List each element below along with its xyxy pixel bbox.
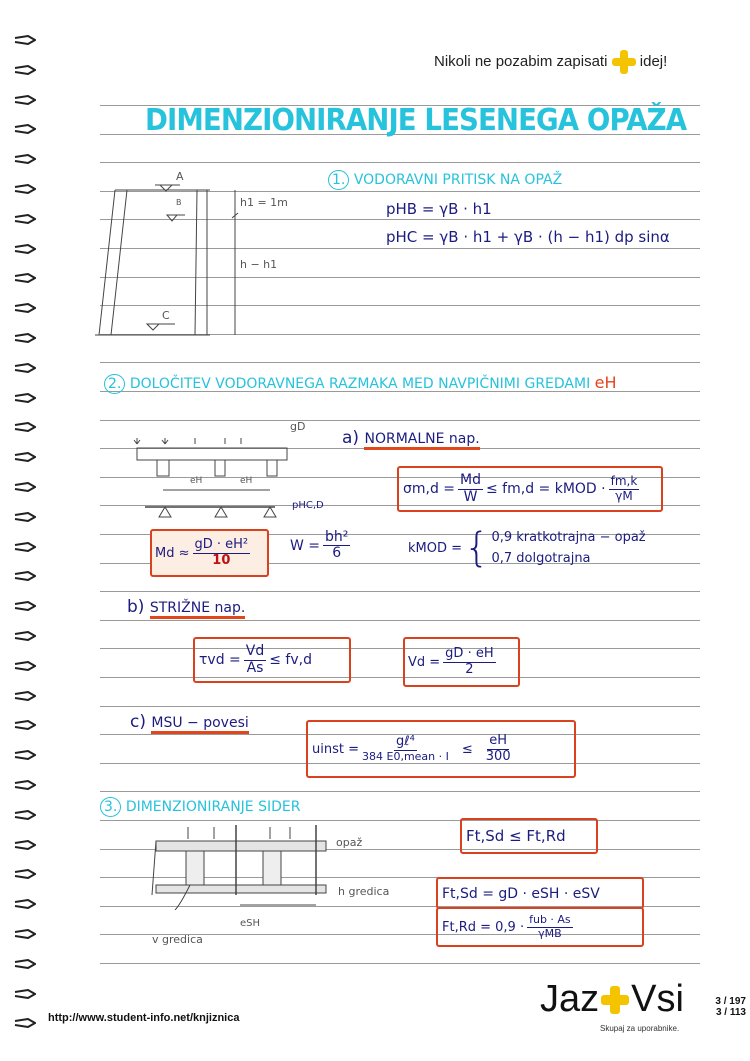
vd-lhs: Vd =	[408, 654, 441, 670]
dim-h-minus-h1: h − h1	[240, 258, 278, 271]
spiral-ring	[14, 151, 36, 160]
spiral-ring	[14, 121, 36, 130]
spiral-ring	[14, 509, 36, 518]
spiral-ring	[14, 211, 36, 220]
spiral-ring	[14, 688, 36, 697]
spiral-ring	[14, 360, 36, 369]
spiral-ring	[14, 956, 36, 965]
label-b-sub: b)	[127, 597, 145, 617]
rd-lhs: Ft,Rd = 0,9 ·	[442, 919, 525, 935]
gamma-m: γM	[615, 488, 633, 503]
ruled-line	[100, 162, 700, 163]
label-a: A	[176, 170, 184, 183]
section2-symbol: eH	[594, 373, 617, 392]
formula-phb: pHB = γB · h1	[386, 200, 492, 218]
spacing-eh-2: eH	[240, 476, 253, 486]
logo-plus-icon	[601, 986, 629, 1014]
formula-box-bending	[397, 466, 663, 512]
stress-mid: ≤ fm,d = kMOD ·	[486, 481, 606, 497]
ruled-line	[100, 620, 700, 621]
title-shear-stress: STRIŽNE nap.	[150, 600, 245, 619]
spiral-ring	[14, 628, 36, 637]
title-deflection: MSU − povesi	[151, 715, 248, 734]
spiral-ring	[14, 330, 36, 339]
spiral-ring	[14, 658, 36, 667]
tau-den: As	[246, 659, 264, 676]
w-lhs: W =	[290, 537, 321, 554]
section3-heading	[100, 799, 300, 815]
spiral-ring	[14, 717, 36, 726]
pressure-phcd: pHC,D	[292, 500, 324, 511]
spiral-ring	[14, 419, 36, 428]
title-normal-stress: NORMALNE nap.	[364, 431, 479, 450]
spiral-ring	[14, 449, 36, 458]
ruled-line	[100, 677, 700, 678]
label-c: C	[162, 309, 170, 322]
page-number-2: 3 / 113	[715, 1007, 746, 1018]
page-number-1: 3 / 197	[715, 996, 746, 1007]
section1-heading	[328, 172, 562, 188]
label-b: B	[176, 198, 182, 207]
u-mid: ≤	[461, 741, 473, 757]
anchor-diagram	[150, 825, 350, 910]
ruled-line	[100, 706, 700, 707]
spiral-ring	[14, 390, 36, 399]
formwork-section-diagram	[95, 165, 295, 345]
spiral-ring	[14, 181, 36, 190]
page-numbers	[715, 996, 746, 1018]
load-gd: gD	[290, 420, 306, 433]
section1-number: 1.	[328, 170, 349, 190]
formula-box-check: Ft,Sd ≤ Ft,Rd	[460, 818, 598, 854]
formula-box-deflection	[306, 720, 576, 778]
section2-heading-text: DOLOČITEV VODORAVNEGA RAZMAKA MED NAVPIČNIMI GREDAMI	[129, 376, 591, 392]
spiral-ring	[14, 92, 36, 101]
md-num: gD · eH²	[194, 537, 249, 553]
subsection-c	[130, 712, 249, 732]
label-opaz: opaž	[336, 836, 363, 849]
section3-number: 3.	[100, 797, 121, 817]
stress-num: Md	[460, 472, 481, 489]
spiral-ring	[14, 986, 36, 995]
u-num2: eH	[489, 733, 508, 749]
ruled-line	[100, 591, 700, 592]
logo-left: Jaz	[540, 978, 600, 1020]
formula-w	[290, 530, 353, 562]
stress-den: W	[463, 488, 478, 505]
ruled-line	[100, 362, 700, 363]
fmk: fm,k	[610, 474, 638, 489]
w-den: 6	[332, 545, 342, 562]
spiral-ring	[14, 896, 36, 905]
md-den: 10	[212, 552, 231, 568]
beam-diagram	[125, 420, 300, 520]
subsection-b	[127, 597, 245, 617]
rd-den: γMB	[538, 926, 562, 940]
logo-subtitle: Skupaj za uporabnike.	[600, 1024, 680, 1033]
spacing-eh-1: eH	[190, 476, 203, 486]
formula-kmod: kMOD = { 0,9 kratkotrajna − opaž 0,7 dolgotrajna	[408, 525, 646, 571]
formula-box-md	[150, 529, 269, 577]
tau-num: Vd	[245, 643, 265, 660]
section2-number: 2.	[104, 374, 125, 394]
formula-box-rd	[436, 907, 644, 947]
spiral-ring	[14, 270, 36, 279]
spiral-ring	[14, 479, 36, 488]
subsection-a	[342, 428, 480, 448]
spiral-ring	[14, 866, 36, 875]
footer-logo	[540, 978, 684, 1021]
section2-heading	[104, 373, 617, 392]
formula-box-sd: Ft,Sd = gD · eSH · eSV	[436, 877, 644, 909]
label-h-gredica: h gredica	[338, 885, 390, 898]
u-num: gℓ⁴	[396, 734, 415, 750]
spiral-ring	[14, 32, 36, 41]
section3-heading-text: DIMENZIONIRANJE SIDER	[125, 799, 301, 815]
spiral-ring	[14, 837, 36, 846]
kmod-lhs: kMOD =	[408, 540, 463, 556]
kmod-long: 0,7 dolgotrajna	[491, 551, 591, 566]
stress-lhs: σm,d =	[403, 481, 456, 497]
spacing-esh: eSH	[240, 918, 261, 929]
ruled-line	[100, 963, 700, 964]
dim-h1: h1 = 1m	[240, 196, 288, 209]
formula-box-tau	[193, 637, 351, 683]
logo-right: Vsi	[631, 978, 684, 1020]
vd-num: gD · eH	[445, 646, 494, 662]
label-v-gredica: v gredica	[152, 933, 203, 946]
footer-url[interactable]: http://www.student-info.net/knjiznica	[48, 1012, 240, 1024]
spiral-ring	[14, 598, 36, 607]
page-title: DIMENZIONIRANJE LESENEGA OPAŽA	[145, 103, 687, 138]
spiral-ring	[14, 568, 36, 577]
spiral-ring	[14, 807, 36, 816]
section1-heading-text: VODORAVNI PRITISK NA OPAŽ	[353, 172, 563, 188]
spiral-ring	[14, 926, 36, 935]
u-den: 384 E0,mean · I	[362, 749, 449, 763]
formula-phc: pHC = γB · h1 + γB · (h − h1) dp sinα	[386, 228, 670, 246]
kmod-short: 0,9 kratkotrajna − opaž	[491, 530, 646, 545]
tau-lhs: τvd =	[199, 652, 241, 668]
tau-rhs: ≤ fv,d	[269, 652, 312, 668]
vd-den: 2	[465, 661, 474, 677]
tagline-right: idej!	[639, 52, 668, 70]
formula-box-vd	[403, 637, 520, 687]
ruled-line	[100, 820, 700, 821]
w-num: bh²	[325, 529, 349, 545]
spiral-ring	[14, 62, 36, 71]
u-lhs: uinst =	[312, 741, 359, 757]
u-den2: 300	[485, 748, 511, 764]
rd-num: fub · As	[529, 913, 571, 927]
spiral-ring	[14, 747, 36, 756]
ruled-line	[100, 648, 700, 649]
spiral-ring	[14, 241, 36, 250]
tagline-left: Nikoli ne pozabim zapisati	[434, 52, 608, 70]
label-c-sub: c)	[130, 712, 146, 732]
spiral-ring	[14, 777, 36, 786]
ruled-line	[100, 791, 700, 792]
plus-icon	[612, 50, 636, 74]
spiral-ring	[14, 539, 36, 548]
md-lhs: Md ≈	[155, 545, 190, 561]
spiral-ring	[14, 1015, 36, 1024]
header-tagline	[434, 50, 667, 74]
spiral-ring	[14, 300, 36, 309]
label-a-sub: a)	[342, 428, 360, 448]
